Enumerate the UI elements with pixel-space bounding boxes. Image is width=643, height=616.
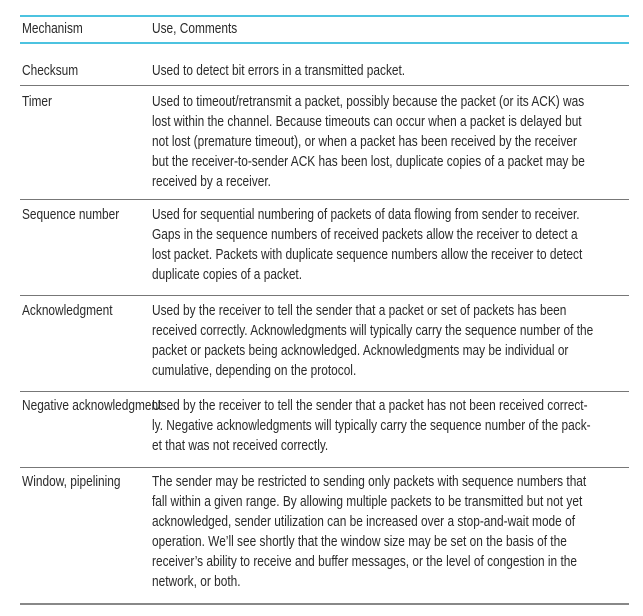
comments-cell bbox=[152, 61, 405, 81]
row-divider bbox=[20, 391, 629, 392]
comment-line: received by a receiver. bbox=[152, 174, 271, 190]
mechanism-cell: Negative acknowledgment bbox=[22, 398, 162, 414]
comment-line: Used by the receiver to tell the sender that a packet or set of packets has been bbox=[152, 303, 567, 319]
comment-line: cumulative, depending on the protocol. bbox=[152, 363, 357, 379]
comment-line: network, or both. bbox=[152, 574, 241, 590]
header-rule bbox=[20, 42, 629, 44]
comment-line: duplicate copies of a packet. bbox=[152, 267, 303, 283]
header-use-comments: Use, Comments bbox=[152, 21, 238, 37]
row-divider bbox=[20, 603, 629, 605]
row-divider bbox=[20, 85, 629, 86]
header-mechanism: Mechanism bbox=[22, 21, 83, 37]
mechanism-cell: Acknowledgment bbox=[22, 303, 113, 319]
row-divider bbox=[20, 295, 629, 296]
comments-cell bbox=[152, 301, 593, 381]
mechanism-cell: Window, pipelining bbox=[22, 474, 121, 490]
comment-line: acknowledged, sender utilization can be increased over a stop-and-wait mode of bbox=[152, 514, 576, 530]
comments-cell bbox=[152, 205, 582, 285]
comment-line: et that was not received correctly. bbox=[152, 438, 329, 454]
row-divider bbox=[20, 467, 629, 468]
comment-line: but the receiver-to-sender ACK has been lost, duplicate copies of a packet may be bbox=[152, 154, 585, 170]
comments-cell bbox=[152, 92, 585, 192]
comments-cell bbox=[152, 396, 591, 456]
mechanism-cell: Checksum bbox=[22, 63, 79, 79]
comment-line: received correctly. Acknowledgments will typically carry the sequence number of the bbox=[152, 323, 594, 339]
comment-line: operation. We’ll see shortly that the window size may be set on the basis of the bbox=[152, 534, 567, 550]
comment-line: Used by the receiver to tell the sender that a packet has not been received correct- bbox=[152, 398, 588, 414]
comment-line: not lost (premature timeout), or when a packet has been received by the receiver bbox=[152, 134, 577, 150]
comment-line: receiver’s ability to receive and buffer messages, or the level of congestion in the bbox=[152, 554, 577, 570]
mechanism-cell: Sequence number bbox=[22, 207, 120, 223]
comment-line: Gaps in the sequence numbers of received packets allow the receiver to detect a bbox=[152, 227, 578, 243]
comment-line: lost packet. Packets with duplicate sequence numbers allow the receiver to detect bbox=[152, 247, 583, 263]
comments-cell bbox=[152, 472, 586, 592]
comment-line: lost within the channel. Because timeouts can occur when a packet is delayed but bbox=[152, 114, 582, 130]
row-divider bbox=[20, 199, 629, 200]
comment-line: Used for sequential numbering of packets of data flowing from sender to receiver. bbox=[152, 207, 580, 223]
top-rule bbox=[20, 15, 629, 17]
comment-line: The sender may be restricted to sending only packets with sequence numbers that bbox=[152, 474, 587, 490]
mechanism-cell: Timer bbox=[22, 94, 52, 110]
comment-line: Used to detect bit errors in a transmitted packet. bbox=[152, 63, 406, 79]
comment-line: ly. Negative acknowledgments will typically carry the sequence number of the pack- bbox=[152, 418, 591, 434]
comment-line: fall within a given range. By allowing multiple packets to be transmitted but not yet bbox=[152, 494, 583, 510]
comment-line: Used to timeout/retransmit a packet, possibly because the packet (or its ACK) was bbox=[152, 94, 585, 110]
comment-line: packet or packets being acknowledged. Acknowledgments may be individual or bbox=[152, 343, 569, 359]
